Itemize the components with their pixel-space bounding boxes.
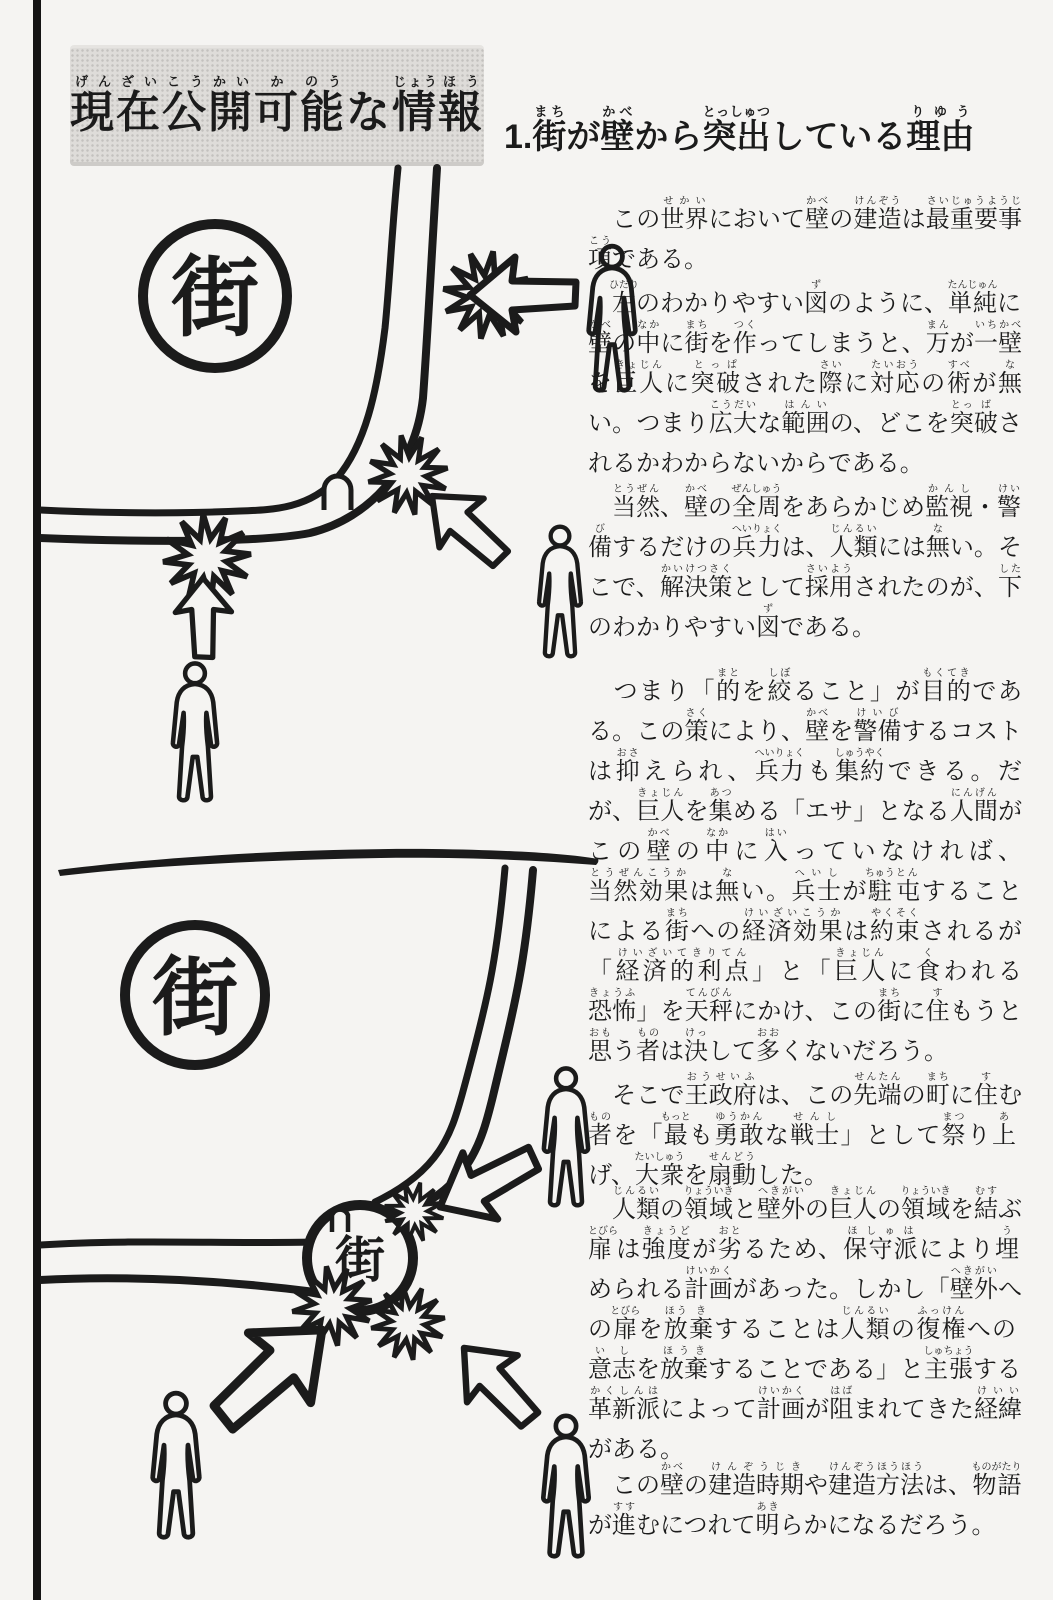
wall-arc	[40, 868, 533, 1292]
town-label: 街	[170, 251, 260, 348]
protruding-town-label: 街	[335, 1232, 385, 1288]
titan-figure-icon	[539, 527, 581, 657]
section-heading: 1.街まちが壁かべから突出とっしゅつしている理由りゆう	[504, 104, 975, 156]
page-title: 現げん在ざい公こう開かい可か能のうな情じょう報ほう	[70, 73, 484, 137]
titan-figure-icon	[153, 1393, 200, 1537]
wall-gate-icon	[332, 1210, 348, 1232]
panel-divider-stroke	[58, 849, 598, 876]
wall-gate-icon	[324, 476, 351, 510]
paragraph-block-3: 人類じんるいの領域りょういきと壁外へきがいの巨人きょじんの領域りょういきを結むすぶ扉とびらは強度きょうどが劣おとるため、保守派ほしゅはにより埋うめられる計画けいかくがあった。しかし「壁外へきがいへの扉とびらを放ほう棄きすることは人類じんるいの復権ふっけんへの意志いしを放棄ほうきすることである」と主張しゅちょうする革新派かくしんはによって計画けいかくが阻はばまれてきた経緯けいいがある。	[588, 1186, 1023, 1463]
inner-town-label: 街	[152, 950, 238, 1046]
info-title-box	[70, 48, 484, 162]
paragraph-block-1: この世界せかいにおいて壁かべの建造けんぞうは最重要事さいじゅうようじ項こうである。 左ひだりのわかりやすい図ずのように、単純たんじゅんに壁かべの中なかに街まちを作つくってしまうと、万まんが一いち壁かべを巨人きょじんに突破とっぱされた際さいに対応たいおうの術すべが無ない。つまり広大こうだいな範囲はんいの、どこを突とっ破ばされるかわからないからである。 当然とうぜん、壁かべの全周ぜんしゅうをあらかじめ監視かんし・警けい備びするだけの兵力へいりょくは、人類じんるいには無ない。そこで、解決策かいけつさくとして採用さいようされたのが、下したのわかりやすい図ずである。	[588, 196, 1023, 641]
bottom-wall-diagram	[40, 840, 640, 1600]
top-wall-diagram	[40, 158, 640, 808]
titan-figure-icon	[544, 1068, 588, 1205]
attack-arrow-icon	[175, 578, 231, 658]
wall-inner-line	[375, 868, 505, 1202]
attack-arrow-icon	[439, 1325, 556, 1444]
wall-outer-line	[40, 1278, 315, 1292]
titan-figure-icon	[173, 663, 217, 800]
wall-inner-line	[40, 1242, 312, 1245]
paragraph-block-4: この壁かべの建造時期けんぞうじきや建造方法けんぞうほうほうは、物語ものがたりが進すすむにつれて明あきらかになるだろう。	[588, 1462, 1022, 1539]
titan-figure-icon	[543, 1416, 588, 1556]
paragraph-block-2: つまり「的まとを絞しぼること」が目的もくてきである。この策さくにより、壁かべを警備けいびするコストは抑おさえられ、兵力へいりょくも集約しゅうやくできる。だが、巨人きょじんを集あつめる「エサ」となる人間にんげんがこの壁かべの中なかに入はいっていなければ、当然効果とうぜんこうかは無ない。兵士へいしが駐ちゅう屯とんすることによる街まちへの経済効果けいざいこうかは約束やくそくされるが「経済的利点けいざいてきりてん」と「巨人きょじんに食くわれる恐怖きょうふ」を天秤てんびんにかけ、この街まちに住すもうと思おもう者ものは決けっして多おおくないだろう。 そこで王政府おうせいふは、この先端せんたんの町まちに住すむ者ものを「最もっとも勇敢ゆうかんな戦士せんし」として祭まつり上あげ、大衆たいしゅうを扇動せんどうした。	[588, 668, 1023, 1189]
